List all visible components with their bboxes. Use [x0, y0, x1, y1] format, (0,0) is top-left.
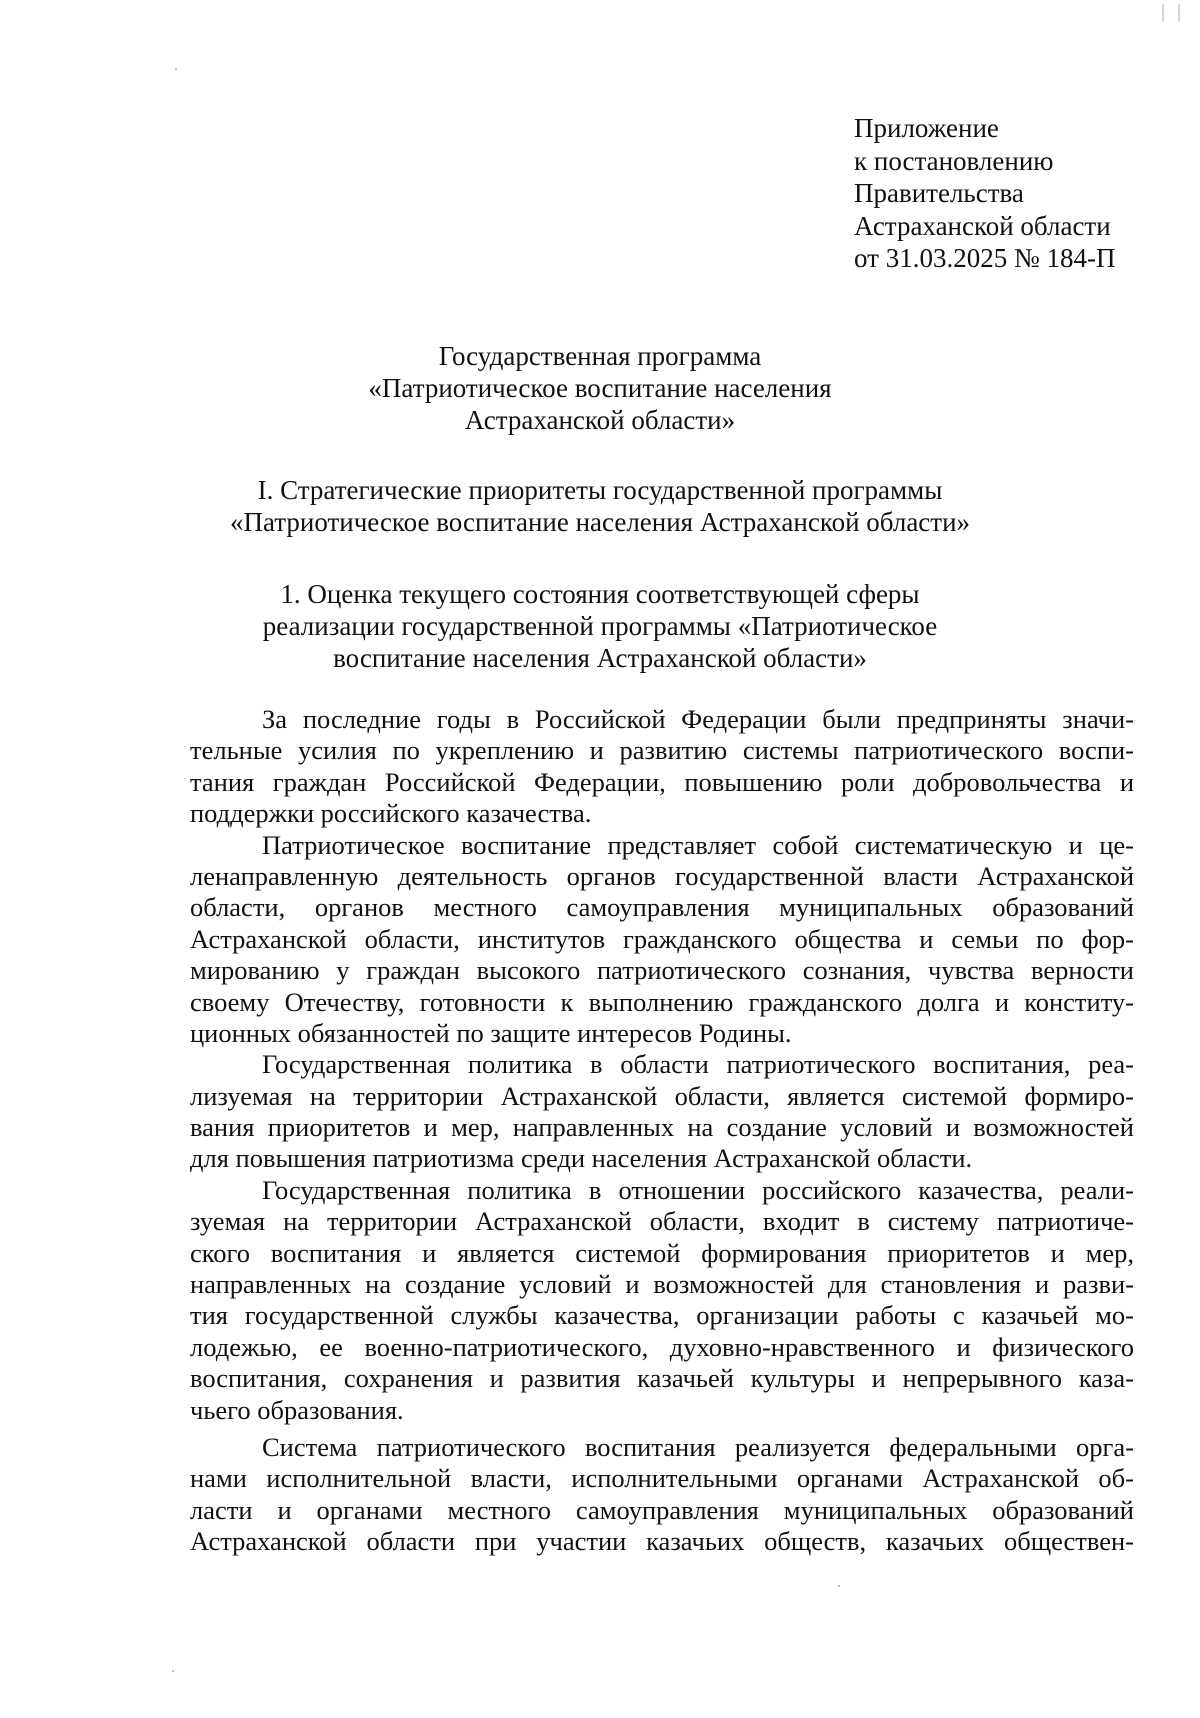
- text-line: воспитания, сохранения и развития казачьей культуры и непрерывного каза-: [190, 1363, 1134, 1394]
- subsection-heading-line: реализации государственной программы «Патриотическое: [262, 611, 938, 641]
- text-line: поддержки российского казачества.: [190, 798, 592, 829]
- paragraph: [190, 1175, 1134, 1426]
- text-line: вания приоритетов и мер, направленных на создание условий и возможностей: [190, 1112, 1134, 1143]
- text-line: мированию у граждан высокого патриотического сознания, чувства верности: [190, 955, 1134, 986]
- text-line: чьего образования.: [190, 1394, 404, 1425]
- text-line: Государственная политика в отношении российского казачества, реали-: [262, 1174, 1134, 1205]
- text-line: области, органов местного самоуправления муниципальных образований: [190, 892, 1134, 923]
- text-line: ласти и органами местного самоуправления муниципальных образований: [190, 1494, 1134, 1525]
- program-title-line: Астраханской области»: [464, 405, 736, 435]
- text-line: тания граждан Российской Федерации, повышению роли добровольчества и: [190, 766, 1134, 797]
- text-line: тия государственной службы казачества, организации работы с казачьей мо-: [190, 1300, 1134, 1331]
- section-heading: [150, 474, 1050, 538]
- text-line: лизуемая на территории Астраханской области, является системой формиро-: [190, 1080, 1134, 1111]
- program-title-line: «Патриотическое воспитание населения: [368, 373, 832, 403]
- attachment-line: Правительства: [854, 178, 1024, 208]
- text-line: зуемая на территории Астраханской области, входит в систему патриотиче-: [190, 1206, 1134, 1237]
- text-line: тельные усилия по укреплению и развитию системы патриотического воспи-: [190, 735, 1134, 766]
- paragraph: [190, 1432, 1134, 1558]
- attachment-line: от 31.03.2025 № 184-П: [854, 243, 1116, 273]
- section-heading-line: «Патриотическое воспитание населения Астраханской области»: [229, 507, 971, 537]
- text-line: Государственная политика в области патриотического воспитания, реа-: [262, 1049, 1134, 1080]
- text-line: ского воспитания и является системой формирования приоритетов и мер,: [190, 1237, 1134, 1268]
- text-line: Астраханской области при участии казачьих обществ, казачьих обществен-: [190, 1526, 1134, 1557]
- scan-speck: [172, 1670, 174, 1672]
- scan-speck: [838, 1585, 840, 1587]
- text-line: Астраханской области, институтов гражданского общества и семьи по фор-: [190, 923, 1134, 954]
- text-line: направленных на создание условий и возможностей для становления и разви-: [190, 1269, 1134, 1300]
- text-line: ционных обязанностей по защите интересов Родины.: [190, 1017, 792, 1048]
- text-line: Система патриотического воспитания реализуется федеральными орга-: [262, 1431, 1134, 1462]
- attachment-line: к постановлению: [854, 145, 1054, 176]
- text-line: ленаправленную деятельность органов государственной власти Астраханской: [190, 860, 1134, 891]
- program-title-line: Государственная программа: [438, 341, 762, 371]
- paragraph: [190, 830, 1134, 1050]
- section-heading-line: I. Стратегические приоритеты государственной программы: [257, 475, 943, 505]
- text-line: лодежью, ее военно-патриотического, духовно-нравственного и физического: [190, 1331, 1134, 1362]
- subsection-heading: [150, 578, 1050, 674]
- text-line: Патриотическое воспитание представляет собой систематическую и це-: [262, 829, 1134, 860]
- attachment-line: Астраханской области: [854, 210, 1111, 241]
- program-title: [150, 340, 1050, 436]
- paragraph: [190, 1049, 1134, 1175]
- attachment-line: Приложение: [854, 113, 999, 143]
- text-line: своему Отечеству, готовности к выполнению гражданского долга и конститу-: [190, 986, 1134, 1017]
- text-line: для повышения патриотизма среди населения Астраханской области.: [190, 1143, 973, 1174]
- subsection-heading-line: воспитание населения Астраханской области»: [333, 643, 867, 673]
- text-line: За последние годы в Российской Федерации были предприняты значи-: [262, 704, 1134, 734]
- body-text: [190, 704, 1134, 1558]
- scan-corner-mark: [1162, 4, 1180, 22]
- scan-speck: [175, 68, 177, 70]
- paragraph: [190, 704, 1134, 830]
- attachment-header: [854, 112, 1174, 275]
- subsection-heading-line: 1. Оценка текущего состояния соответствующей сферы: [280, 579, 920, 609]
- text-line: нами исполнительной власти, исполнительными органами Астраханской об-: [190, 1463, 1134, 1494]
